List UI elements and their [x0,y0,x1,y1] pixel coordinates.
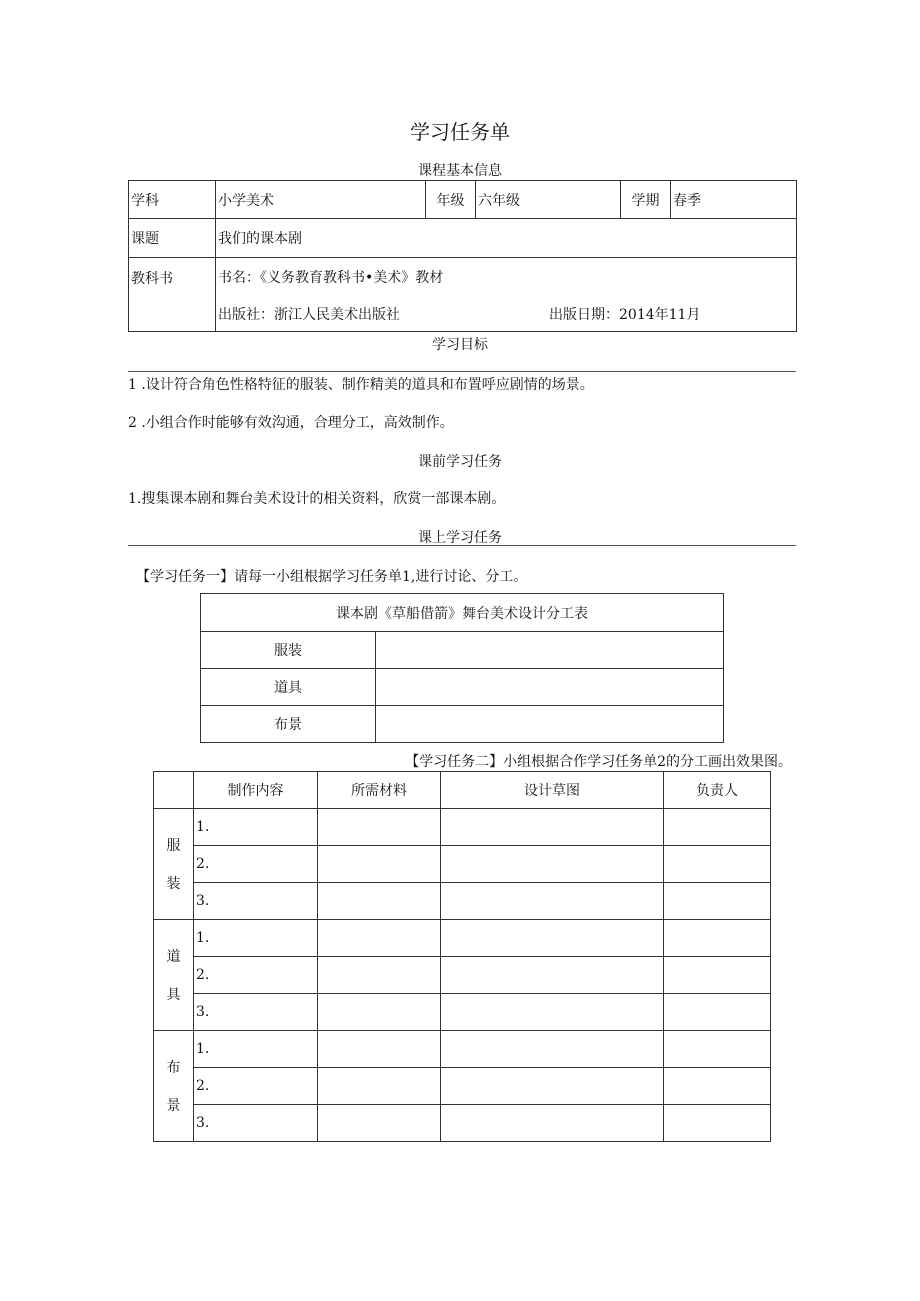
publisher: 出版社：浙江人民美术出版社 [218,307,400,323]
basic-info-table [128,180,797,332]
sketch-cell[interactable] [441,1031,664,1068]
content-cell[interactable] [194,809,318,846]
grade-value: 六年级 [476,181,621,219]
row-number: 1. [196,819,210,835]
row-number: 3. [196,893,210,909]
materials-cell[interactable] [318,920,441,957]
materials-cell[interactable] [318,1105,441,1142]
content-cell[interactable] [194,920,318,957]
subject-label: 学科 [129,181,216,219]
row-number: 1. [196,1041,210,1057]
division-table-title: 课本剧《草船借箭》舞台美术设计分工表 [201,594,724,632]
grade-label: 年级 [426,181,476,219]
row-number: 1. [196,930,210,946]
sketch-cell[interactable] [441,1105,664,1142]
role-label: 布景 [201,706,376,743]
goal-item: 1 .设计符合角色性格特征的服装、制作精美的道具和布置呼应剧情的场景。 [128,377,594,393]
content-cell[interactable] [194,883,318,920]
owner-cell[interactable] [664,846,771,883]
owner-cell[interactable] [664,920,771,957]
materials-cell[interactable] [318,957,441,994]
group-char: 装 [166,876,181,892]
owner-cell[interactable] [664,1068,771,1105]
topic-label: 课题 [129,219,216,258]
task1-text: 【学习任务一】请每一小组根据学习任务单1,进行讨论、分工。 [136,569,528,585]
division-table [200,593,724,743]
term-label: 学期 [621,181,671,219]
content-cell[interactable] [194,846,318,883]
group-label [154,809,194,920]
sketch-cell[interactable] [441,920,664,957]
owner-cell[interactable] [664,883,771,920]
owner-cell[interactable] [664,1105,771,1142]
document-title: 学习任务单 [410,120,510,144]
basic-info-heading: 课程基本信息 [418,163,502,179]
row-number: 2. [196,967,210,983]
row-number: 3. [196,1115,210,1131]
role-label: 服装 [201,632,376,669]
sketch-cell[interactable] [441,1068,664,1105]
sketch-cell[interactable] [441,994,664,1031]
row-number: 2. [196,856,210,872]
content-cell[interactable] [194,1031,318,1068]
materials-cell[interactable] [318,883,441,920]
sketch-cell[interactable] [441,883,664,920]
materials-cell[interactable] [318,1031,441,1068]
task2-text: 【学习任务二】小组根据合作学习任务单2的分工画出效果图。 [405,754,792,770]
content-cell[interactable] [194,957,318,994]
materials-cell[interactable] [318,846,441,883]
owner-cell[interactable] [664,957,771,994]
textbook-info [216,258,797,332]
content-cell[interactable] [194,1105,318,1142]
materials-cell[interactable] [318,809,441,846]
header-content: 制作内容 [194,772,318,809]
row-number: 3. [196,1004,210,1020]
goals-heading: 学习目标 [432,337,488,353]
sketch-cell[interactable] [441,809,664,846]
group-char: 景 [166,1098,181,1114]
row-number: 2. [196,1078,210,1094]
group-label [154,1031,194,1142]
goal-item: 2 .小组合作时能够有效沟通，合理分工，高效制作。 [128,415,454,431]
term-value: 春季 [671,181,797,219]
book-name: 书名：《义务教育教科书•美术》教材 [218,270,444,286]
group-char: 具 [166,987,181,1003]
divider [128,371,796,372]
role-input[interactable] [376,669,724,706]
group-label [154,920,194,1031]
content-cell[interactable] [194,994,318,1031]
header-blank [154,772,194,809]
materials-cell[interactable] [318,1068,441,1105]
publish-date: 出版日期：2014年11月 [549,307,701,323]
group-char: 服 [166,838,181,854]
role-input[interactable] [376,706,724,743]
design-table [153,771,771,1142]
owner-cell[interactable] [664,809,771,846]
owner-cell[interactable] [664,994,771,1031]
group-char: 道 [166,949,181,965]
pre-class-item: 1.搜集课本剧和舞台美术设计的相关资料，欣赏一部课本剧。 [128,491,506,507]
textbook-label: 教科书 [129,258,216,332]
role-input[interactable] [376,632,724,669]
in-class-heading: 课上学习任务 [418,530,502,546]
pre-class-heading: 课前学习任务 [418,454,502,470]
owner-cell[interactable] [664,1031,771,1068]
header-materials: 所需材料 [318,772,441,809]
header-sketch: 设计草图 [441,772,664,809]
sketch-cell[interactable] [441,957,664,994]
divider [128,545,796,546]
sketch-cell[interactable] [441,846,664,883]
content-cell[interactable] [194,1068,318,1105]
role-label: 道具 [201,669,376,706]
subject-value: 小学美术 [216,181,426,219]
materials-cell[interactable] [318,994,441,1031]
group-char: 布 [166,1060,181,1076]
header-owner: 负责人 [664,772,771,809]
topic-value: 我们的课本剧 [216,219,797,258]
